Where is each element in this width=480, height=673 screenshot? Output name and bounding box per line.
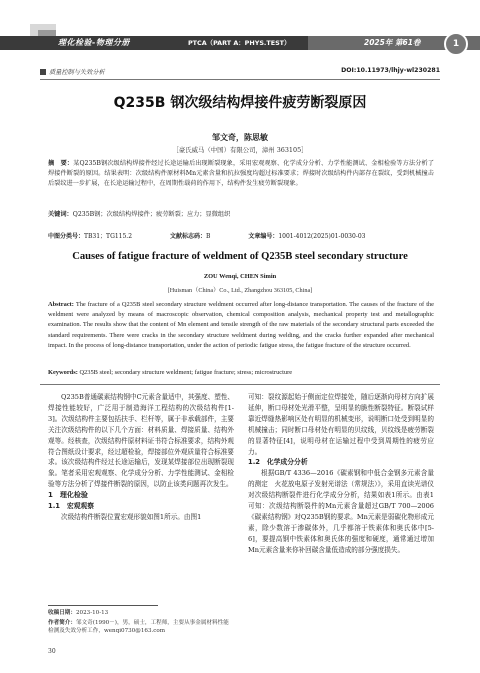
abstract-cn [48, 159, 434, 190]
keywords-cn-text: Q235B钢；次级结构焊接件；疲劳断裂；应力；显微组织 [72, 211, 231, 218]
subsection-heading: 1.1 宏观观察 [48, 502, 95, 511]
body-paragraph: 根据GB/T 4336—2016《碳素钢和中低合金钢多元素含量的测定 火花放电原子发射光谱法（常规法）》，采用直读光谱仪对次级结构断裂件进行化学成分分析，结果如表1所示。由表1可知：次级结构断裂件的Mn元素含量超过GB/T 700—2006《碳素结构钢》对Q235B钢的要求。Mn元素是弱碳化物形成元素，除少数溶于渗碳体外，几乎都溶于铁素体和奥氏体中[5-6]，要提高钢中铁素体和奥氏体的强度和硬度，通常通过增加Mn元素含量来你补回碳含量低造成的部分强度损失。 [248, 469, 434, 554]
author-bio: 邹文奇(1990－)，男，硕士，工程师，主要从事金属材料性能检测及失效分析工作，wenqi0730@163.com [48, 620, 229, 634]
doc-code-value: B [205, 233, 211, 240]
affiliation-en: [Huisman（China）Co., Ltd., Zhangzhou 363105, China] [167, 287, 313, 294]
abstract-en-text: The fracture of a Q235B steel secondary structure weldment occurred after long-distance transportation. The causes of the fracture of the weldment were analyzed by means of macroscopic observation, chemical composition analysis, mechanical property test and metallographic examination. The results show that the content of Mn element and tensile strength of the raw materials of the secondary structural parts exceeded the standard requirements. There were cracks in the secondary structure weldment during welding, and the cracks further expanded after mechanical impact. In the process of long-distance transportation, under the action of periodic fatigue stress, the fatigue fracture of the structure occurred. [48, 301, 434, 349]
abstract-en [48, 300, 434, 351]
article-no-value: 1001-4012(2025)01-0030-03 [278, 233, 366, 240]
classification-row [48, 231, 401, 240]
journal-code: PTCA（PART A：PHYS.TEST） [188, 39, 291, 47]
header-rule [40, 79, 440, 80]
author-bio-label: 作者简介： [48, 620, 76, 626]
journal-brand: 理化检验-物理分册 [58, 38, 130, 47]
body-left-column [48, 392, 234, 523]
keywords-en-text: Q235B steel; secondary structure weldment; fatigue fracture; stress; microstructure [79, 369, 293, 376]
keywords-en-label: Keywords: [48, 369, 78, 376]
doc-code [170, 233, 228, 240]
authors-en: ZOU Wenqi, CHEN Simin [203, 273, 277, 280]
doc-code-label: 文献标志码： [169, 233, 206, 240]
clc-value: TB31；TG115.2 [84, 233, 133, 240]
section-label [40, 67, 105, 76]
article-number [248, 233, 383, 240]
square-bullet-icon [40, 69, 46, 75]
subsection-heading: 1.2 化学成分分析 [248, 458, 308, 467]
clc-code [48, 233, 150, 240]
issue-number-badge: 1 [444, 32, 468, 56]
keywords-cn [48, 210, 434, 220]
intro-paragraph: Q235B普通碳素结构钢中C元素含量适中，其强度、塑性、焊接性能较好，广泛用于制造海洋工程结构的次级结构件[1-3]。次级结构件主要包括扶手、栏杆等，属于非承载部件，主要关注次级结构件的以下几个方面：材料质量、焊接质量、结构外观等。经核查，次级结构件原材料证书符合标准要求，结构外观符合图纸设计要求，经过超检验，焊接部位外观质量符合标准要求。该次级结构件经过长途运输后，发现某焊接部位出现断裂现象。笔者采用宏观观察、化学成分分析、力学性能测试、金相检验等方法分析了焊接件断裂的原因，以防止该类问题再次发生。 [48, 393, 234, 489]
abstract-rule [40, 384, 440, 385]
keywords-en [48, 369, 434, 376]
footnote-received [48, 609, 234, 617]
abstract-cn-text: 某Q235B钢次级结构焊接件经过长途运输后出现断裂现象，采用宏观观察、化学成分分析、力学性能测试、金相检验等方法分析了焊接件断裂的原因。结果表明：次级结构件原材料Mn元素含量和抗拉强度均超过标准要求；焊接时次级结构件内部存在裂纹，受到机械撞击后裂纹进一步扩展，在长途运输过程中，在周期性载荷的作用下，结构件发生疲劳断裂现象。 [48, 160, 435, 188]
keywords-cn-label: 关键词： [48, 211, 73, 218]
authors-cn: 邹文奇，陈思敏 [212, 132, 268, 142]
page-number: 30 [48, 648, 56, 655]
body-paragraph: 次级结构件断裂位置宏观形貌如图1所示。由图1 [61, 512, 202, 521]
body-paragraph: 可知：裂纹源起始于侧面定位焊接处，随后逐渐向母材方向扩展延伸，断口母材处光滑平整，呈明显的脆性断裂特征。断裂试样靠近焊缝热影响区处有明显的机械变形，说明断口处受到明显的机械撞击；同时断口母材处有明显的贝纹线，贝纹线是疲劳断裂的显著特征[4]，说明母材在运输过程中受到周期性的疲劳应力。 [248, 393, 434, 456]
year-issue: 2025年 第61卷 [364, 38, 421, 47]
received-label: 收稿日期： [48, 610, 76, 616]
abstract-en-label: Abstract: [48, 301, 74, 308]
section-heading: 1 理化检验 [48, 491, 88, 500]
paper-title-en: Causes of fatigue fracture of weldment of Q235B steel secondary structure [72, 251, 408, 262]
clc-label: 中图分类号： [48, 233, 85, 240]
paper-title-cn: Q235B 钢次级结构焊接件疲劳断裂原因 [113, 95, 367, 111]
footnote-rule [48, 605, 158, 606]
affiliation-cn: ［豪氏威马（中国）有限公司，漳州 363105］ [172, 146, 308, 154]
section-label-text: 质量控制与失效分析 [49, 69, 105, 76]
doi[interactable]: DOI:10.11973/lhjy-wl230281 [341, 67, 440, 74]
abstract-cn-label: 摘 要： [48, 160, 74, 167]
received-date: 2023-10-13 [75, 610, 109, 616]
article-no-label: 文章编号： [248, 233, 279, 240]
body-right-column [248, 392, 434, 556]
footnote-author [48, 619, 234, 635]
